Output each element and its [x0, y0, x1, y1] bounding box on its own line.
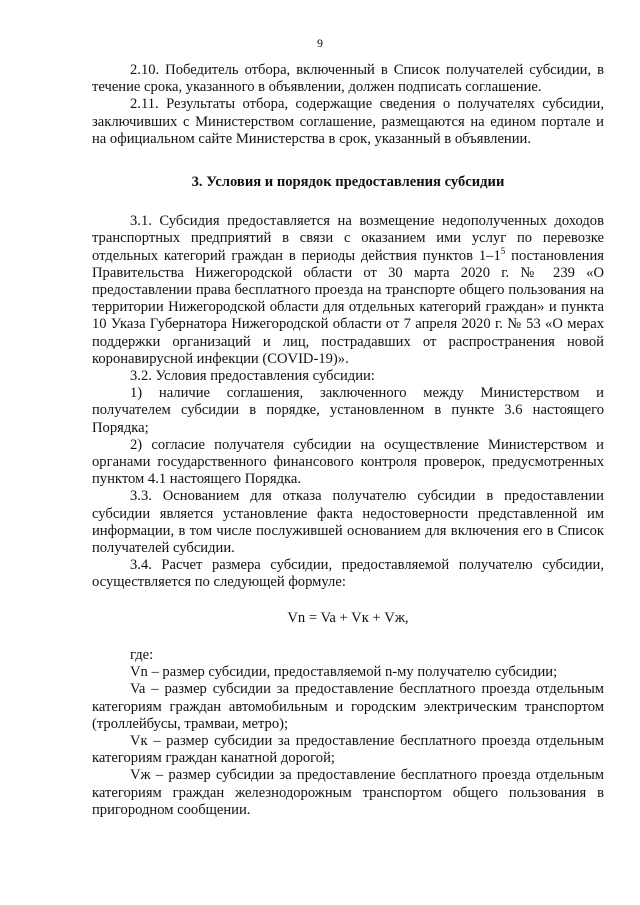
- paragraph-3-1-part1: 3.1. Субсидия предоставляется на возмещение недополученных доходов транспортных предприятий в связи с оказанием ими услуг по перевозке отдельных категорий граждан в периоды действия пунктов 1–1: [92, 213, 604, 264]
- formula-where: где:: [130, 646, 154, 663]
- paragraph-3-4: 3.4. Расчет размера субсидии, предоставляемой получателю субсидии, осуществляется по следующей формуле:: [92, 557, 604, 591]
- paragraph-2-10: 2.10. Победитель отбора, включенный в Список получателей субсидии, в течение срока, указанного в объявлении, должен подписать соглашение.: [92, 62, 604, 96]
- paragraph-3-1-part2: постановления Правительства Нижегородской области от 30 марта 2020 г. № 239 «О предоставлении права бесплатного проезда на транспорте общего пользования на территории Нижегородской области для отдельных категорий граждан» и пункта 10 Указа Губернатора Нижегородской области от 7 апреля 2020 г. № 53 «О мерах поддержки организаций и лиц, пострадавших от распространения новой коронавирусной инфекции (COVID-19)».: [92, 247, 605, 367]
- definition-vk: Vк – размер субсидии за предоставление бесплатного проезда отдельным категориям граждан канатной дорогой;: [92, 732, 604, 767]
- paragraph-3-3: 3.3. Основанием для отказа получателю субсидии в предоставлении субсидии является установление факта недостоверности представленной им информации, в том числе послужившей основанием для включения его в Список получателей субсидии.: [92, 488, 604, 557]
- paragraph-3-1-superscript: 5: [500, 245, 506, 256]
- paragraph-3-1: [92, 213, 604, 368]
- definition-vzh: Vж – размер субсидии за предоставление бесплатного проезда отдельным категориям граждан железнодорожным транспортом общего пользования в пригородном сообщении.: [92, 767, 604, 818]
- paragraph-3-2: 3.2. Условия предоставления субсидии:: [130, 368, 375, 385]
- definition-va: Va – размер субсидии за предоставление бесплатного проезда отдельным категориям граждан автомобильным и городским электрическим транспортом (троллейбусы, трамваи, метро);: [92, 681, 604, 732]
- formula: Vn = Va + Vк + Vж,: [287, 609, 409, 626]
- definition-vn: Vn – размер субсидии, предоставляемой n-му получателю субсидии;: [130, 664, 558, 681]
- document-body: [92, 62, 604, 819]
- paragraph-2-11: 2.11. Результаты отбора, содержащие сведения о получателях субсидии, заключивших с Министерством соглашение, размещаются на едином портале и на официальном сайте Министерства в срок, указанный в объявлении.: [92, 96, 604, 147]
- list-item-condition-1: 1) наличие соглашения, заключенного между Министерством и получателем субсидии в порядке, установленном в пункте 3.6 настоящего Порядка;: [92, 385, 604, 436]
- section-heading: 3. Условия и порядок предоставления субсидии: [191, 174, 505, 191]
- page-number: 9: [317, 36, 323, 50]
- list-item-condition-2: 2) согласие получателя субсидии на осуществление Министерством и органами государственного финансового контроля проверок, предусмотренных пунктом 4.1 настоящего Порядка.: [92, 436, 604, 488]
